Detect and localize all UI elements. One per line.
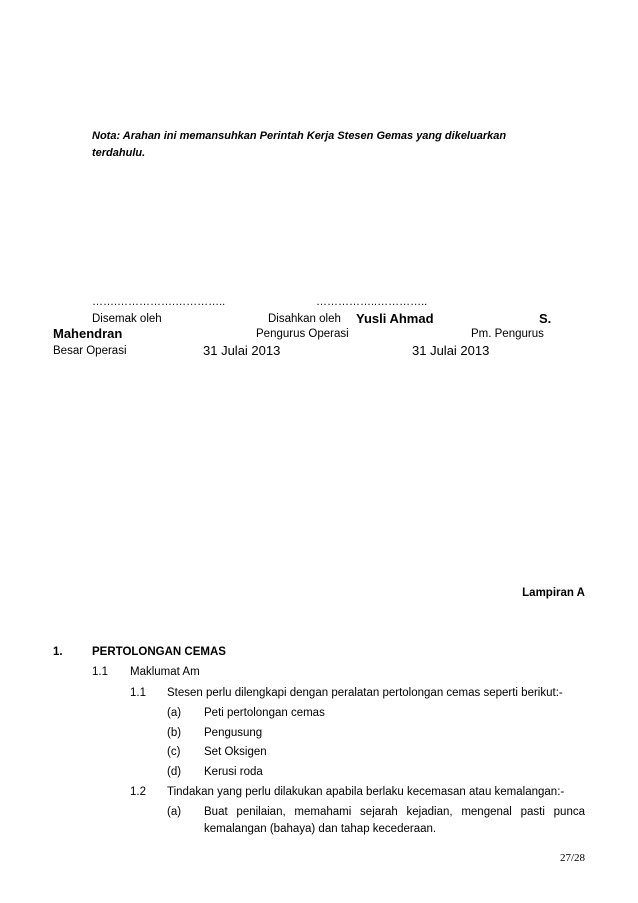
signatory-role-b-prefix: Pm. Pengurus — [471, 328, 544, 340]
subitem-label: (a) — [167, 707, 182, 719]
item-text: Tindakan yang perlu dilakukan apabila berlaku kecemasan atau kemalangan:- — [167, 786, 565, 798]
subitem-text: Pengusung — [204, 727, 263, 739]
note-block — [92, 128, 506, 162]
approved-by-label: Disahkan oleh — [268, 313, 341, 325]
section-title: PERTOLONGAN CEMAS — [92, 646, 226, 658]
subitem-label: (c) — [167, 746, 181, 758]
signatory-name-b: Mahendran — [53, 326, 123, 341]
subsection-number: 1.1 — [92, 666, 108, 678]
signatory-role-b-suffix: Besar Operasi — [53, 345, 127, 357]
item-text: Stesen perlu dilengkapi dengan peralatan pertolongan cemas seperti berikut:- — [167, 687, 563, 699]
subitem-text-line-1: Buat penilaian, memahami sejarah kejadian, mengenal pasti punca — [204, 806, 585, 818]
signature-dots-right: ……………..………….. — [316, 296, 428, 308]
signature-dots-left: …….…………….………….. — [92, 296, 226, 308]
subitem-text: Set Oksigen — [204, 746, 267, 758]
reviewed-by-label: Disemak oleh — [92, 313, 162, 325]
section-number: 1. — [53, 646, 63, 658]
item-number: 1.2 — [130, 786, 146, 798]
note-line-1: Nota: Arahan ini memansuhkan Perintah Kerja Stesen Gemas yang dikeluarkan — [92, 130, 507, 142]
signatory-role-a: Pengurus Operasi — [256, 328, 349, 340]
page-number: 27/28 — [559, 852, 585, 864]
signature-date-b: 31 Julai 2013 — [412, 343, 490, 358]
subitem-text: Kerusi roda — [204, 766, 263, 778]
note-line-2: terdahulu. — [92, 147, 146, 159]
subitem-label: (a) — [167, 806, 182, 818]
subitem-text: Peti pertolongan cemas — [204, 707, 325, 719]
signatory-name-b-initial: S. — [539, 311, 552, 326]
appendix-label: Lampiran A — [522, 587, 585, 599]
item-number: 1.1 — [130, 687, 146, 699]
subitem-text-line-2: kemalangan (bahaya) dan tahap kecederaan. — [204, 823, 437, 835]
subitem-label: (b) — [167, 727, 182, 739]
signatory-name-a: Yusli Ahmad — [356, 311, 434, 326]
subitem-label: (d) — [167, 766, 182, 778]
signature-date-a: 31 Julai 2013 — [203, 343, 281, 358]
subsection-title: Maklumat Am — [130, 666, 200, 678]
